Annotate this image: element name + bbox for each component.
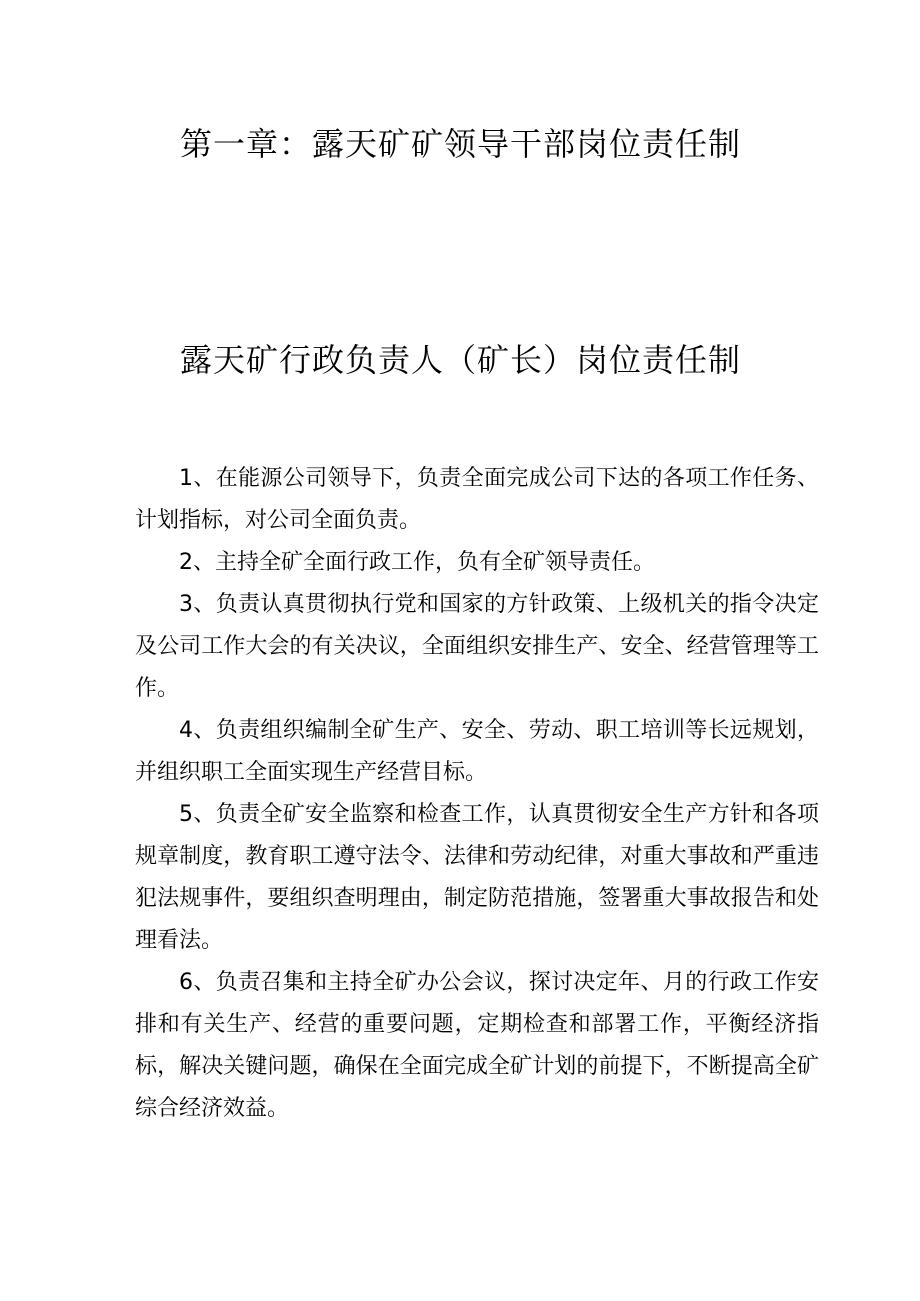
paragraph-3: 3、负责认真贯彻执行党和国家的方针政策、上级机关的指令决定及公司工作大会的有关决议，全面组织安排生产、安全、经营管理等工作。 xyxy=(135,592,819,701)
paragraph-2: 2、主持全矿全面行政工作，负有全矿领导责任。 xyxy=(179,550,655,575)
paragraph-5: 5、负责全矿安全监察和检查工作，认真贯彻安全生产方针和各项规章制度，教育职工遵守法令、法律和劳动纪律，对重大事故和严重违犯法规事件，要组织查明理由，制定防范措施，签署重大事故报告和处理看法。 xyxy=(135,802,819,953)
chapter-title: 第一章：露天矿矿领导干部岗位责任制 xyxy=(180,125,742,163)
document-body xyxy=(135,458,819,1130)
paragraph-4: 4、负责组织编制全矿生产、安全、劳动、职工培训等长远规划，并组织职工全面实现生产经营目标。 xyxy=(135,718,819,785)
paragraph-6: 6、负责召集和主持全矿办公会议，探讨决定年、月的行政工作安排和有关生产、经营的重要问题，定期检查和部署工作，平衡经济指标，解决关键问题，确保在全面完成全矿计划的前提下，不断提高全矿综合经济效益。 xyxy=(135,970,819,1121)
section-title: 露天矿行政负责人（矿长）岗位责任制 xyxy=(180,341,742,379)
paragraph-1: 1、在能源公司领导下，负责全面完成公司下达的各项工作任务、计划指标，对公司全面负责。 xyxy=(135,466,819,533)
